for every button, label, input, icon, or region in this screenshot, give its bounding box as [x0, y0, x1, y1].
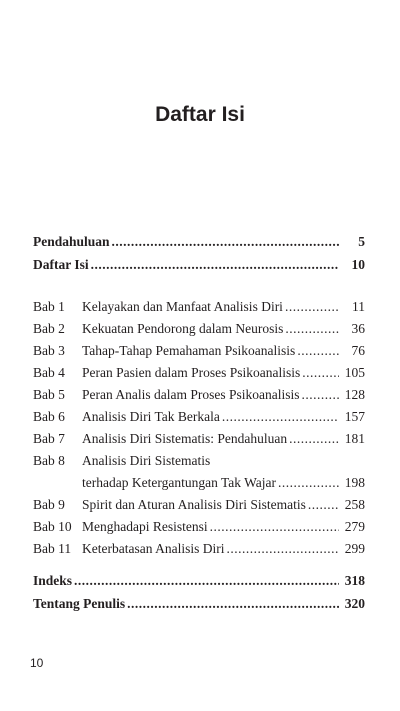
chapter-title: Analisis Diri Sistematis — [82, 453, 211, 468]
chapter-number: Bab 9 — [33, 497, 65, 512]
chapter-title: Tahap-Tahap Pemahaman Psikoanalisis — [82, 343, 296, 358]
leader-dots — [208, 517, 339, 537]
toc-chapter-6[interactable] — [33, 407, 365, 427]
toc-entry-daftar-isi[interactable] — [33, 255, 365, 275]
leader-dots — [72, 571, 339, 591]
chapter-page: 128 — [344, 387, 365, 402]
chapter-number: Bab 1 — [33, 299, 65, 314]
leader-dots — [295, 341, 339, 361]
leader-dots — [220, 407, 339, 427]
toc-chapter-1[interactable] — [33, 297, 365, 317]
chapter-title: Kelayakan dan Manfaat Analisis Diri — [82, 299, 283, 314]
chapter-page: 299 — [344, 541, 365, 556]
toc-chapter-8-line2[interactable] — [33, 473, 365, 493]
leader-dots — [110, 232, 339, 252]
chapter-page: 36 — [351, 321, 365, 336]
chapter-title: Analisis Diri Tak Berkala — [82, 409, 220, 424]
leader-dots — [125, 594, 339, 614]
toc-entry-label: Tentang Penulis — [33, 596, 126, 611]
toc-chapter-8-line1[interactable] — [33, 451, 365, 471]
leader-dots — [287, 429, 339, 449]
chapter-title: Kekuatan Pendorong dalam Neurosis — [82, 321, 284, 336]
chapter-number: Bab 3 — [33, 343, 65, 358]
chapter-number: Bab 8 — [33, 453, 65, 468]
toc-entry-tentang-penulis[interactable] — [33, 594, 365, 614]
chapter-number: Bab 5 — [33, 387, 65, 402]
toc-chapter-2[interactable] — [33, 319, 365, 339]
chapter-number-spacer — [33, 473, 82, 493]
toc-chapter-4[interactable] — [33, 363, 365, 383]
leader-dots — [276, 473, 339, 493]
chapter-title: Spirit dan Aturan Analisis Diri Sistematis — [82, 497, 306, 512]
chapter-page: 157 — [344, 409, 365, 424]
leader-dots — [300, 363, 339, 383]
chapter-page: 258 — [344, 497, 365, 512]
toc-chapter-11[interactable] — [33, 539, 365, 559]
chapter-title: Analisis Diri Sistematis: Pendahuluan — [82, 431, 288, 446]
page-title: Daftar Isi — [155, 103, 245, 126]
toc-entry-pendahuluan[interactable] — [33, 232, 365, 252]
chapter-page: 279 — [344, 519, 365, 534]
chapter-title: Peran Pasien dalam Proses Psikoanalisis — [82, 365, 301, 380]
toc-entry-page: 318 — [344, 573, 365, 588]
chapter-number: Bab 2 — [33, 321, 65, 336]
toc-chapter-3[interactable] — [33, 341, 365, 361]
chapter-number: Bab 10 — [33, 519, 72, 534]
chapter-title: Peran Analis dalam Proses Psikoanalisis — [82, 387, 300, 402]
leader-dots — [283, 319, 339, 339]
toc-entry-page: 320 — [344, 596, 365, 611]
chapter-page: 181 — [344, 431, 365, 446]
chapter-page: 76 — [351, 343, 365, 358]
chapter-number: Bab 4 — [33, 365, 65, 380]
chapter-title-continued: terhadap Ketergantungan Tak Wajar — [82, 475, 277, 490]
toc-entry-page: 5 — [358, 234, 365, 249]
chapter-title: Keterbatasan Analisis Diri — [82, 541, 225, 556]
leader-dots — [299, 385, 339, 405]
leader-dots — [283, 297, 339, 317]
leader-dots — [224, 539, 339, 559]
leader-dots — [306, 495, 339, 515]
chapter-number: Bab 11 — [33, 541, 72, 556]
chapter-page: 11 — [352, 299, 365, 314]
chapter-title: Menghadapi Resistensi — [82, 519, 208, 534]
leader-dots — [89, 255, 339, 275]
toc-entry-label: Daftar Isi — [33, 257, 89, 272]
page-number: 10 — [30, 656, 44, 670]
toc-chapter-7[interactable] — [33, 429, 365, 449]
chapter-page: 198 — [344, 475, 365, 490]
toc-chapter-5[interactable] — [33, 385, 365, 405]
toc-chapter-10[interactable] — [33, 517, 365, 537]
toc-entry-label: Pendahuluan — [33, 234, 110, 249]
toc-entry-page: 10 — [351, 257, 365, 272]
toc-entry-indeks[interactable] — [33, 571, 365, 591]
chapter-number: Bab 6 — [33, 409, 65, 424]
chapter-page: 105 — [344, 365, 365, 380]
chapter-number: Bab 7 — [33, 431, 65, 446]
toc-entry-label: Indeks — [33, 573, 73, 588]
toc-chapter-9[interactable] — [33, 495, 365, 515]
